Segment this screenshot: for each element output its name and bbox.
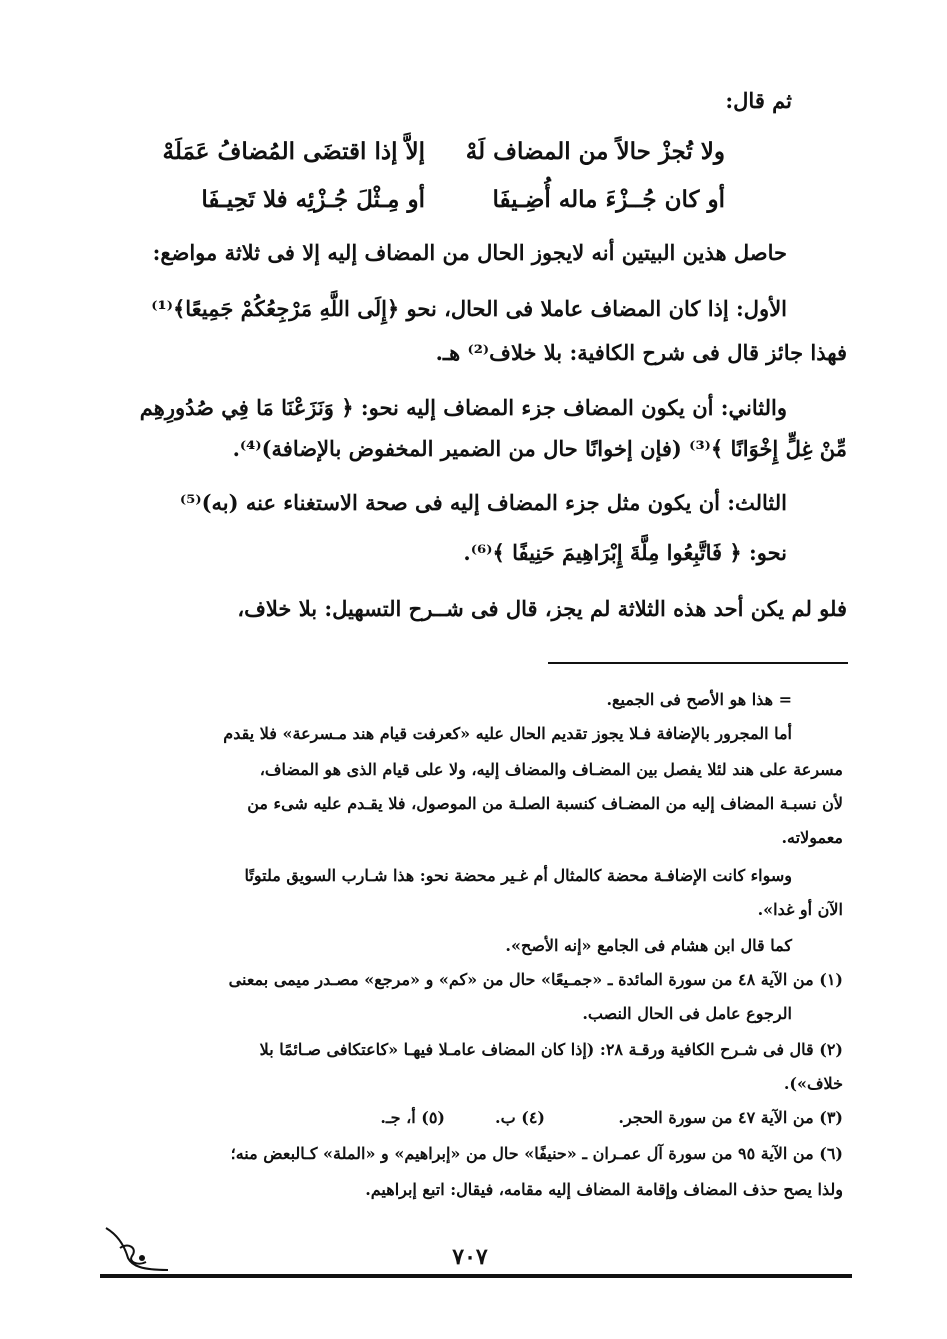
body-line-8: فلو لم يكن أحد هذه الثلاثة لم يجز، قال فى شــرح التسهيل: بلا خلاف،: [237, 596, 847, 621]
footnote-line-4: لأن نسبـة المضاف إليه من المضـاف كنسبة الصلـة من الموصول، فلا يقـدم عليه شىء من: [247, 794, 843, 813]
footnote-line-5: معمولاته.: [781, 828, 843, 847]
footnote-3: (٣) من الآية ٤٧ من سورة الحجر.: [618, 1108, 843, 1127]
footnote-line-3: مسرعة على هند لئلا يفصل بين المضـاف والمضاف إليه، ولا على قيام الذى هو المضاف،: [259, 760, 843, 779]
footnote-line-1: = هذا هو الأصح فى الجميع.: [606, 690, 792, 709]
body-line-4: والثاني: أن يكون المضاف جزء المضاف إليه نحو: ﴿ وَنَزَعْنَا مَا فِي صُدُورِهِم: [139, 395, 787, 420]
page-bottom-rule: [100, 1274, 852, 1278]
footnote-separator: [548, 662, 848, 664]
footnote-line-8: كما قال ابن هشام فى الجامع «إنه الأصح».: [505, 936, 792, 955]
intro-line: ثم قال:: [725, 88, 792, 113]
verse-1-first-hemistich: ولا تُجزْ حالاً من المضاف لَهْ: [465, 138, 725, 165]
footnote-6-line-2: ولذا يصح حذف المضاف وإقامة المضاف إليه مقامه، فيقال: اتبع إبراهيم.: [365, 1180, 843, 1199]
body-line-3: فهذا جائز قال فى شرح الكافية: بلا خلاف⁽²⁾ هـ.: [435, 340, 847, 365]
footnote-line-6: وسواء كانت الإضافـة محضة كالمثال أم غـير محضة نحو: هذا شـارب السويق ملتوتًا: [244, 866, 792, 885]
footnote-1-line-1: (١) من الآية ٤٨ من سورة المائدة ـ «جمـيعًا» حال من «كم» و «مرجع» مصـدر ميمى بمعنى: [228, 970, 843, 989]
footnote-4: (٤) ب.: [495, 1108, 545, 1127]
body-line-5: مِّنْ غِلٍّ إِخْوَانًا ﴾⁽³⁾ (فإن إخوانًا حال من الضمير المخفوض بالإضافة)⁽⁴⁾.: [232, 436, 847, 461]
footnote-5: (٥) أ، جـ.: [380, 1108, 445, 1127]
footnote-line-7: الآن أو غدا».: [757, 900, 843, 919]
page-ornament-icon: [102, 1224, 172, 1274]
footnote-6-line-1: (٦) من الآية ٩٥ من سورة آل عمـران ـ «حنيفًا» حال من «إبراهيم» و «الملة» كـالبعض منه؛: [230, 1144, 843, 1163]
footnote-2-line-1: (٢) قال فى شـرح الكافية ورقـة ٢٨: (إذا كان المضاف عامـلا فيهـا «كاعتكافى صـائمًا بلا: [259, 1040, 843, 1059]
footnote-2-line-2: خلاف»).: [783, 1074, 843, 1093]
body-line-1: حاصل هذين البيتين أنه لايجوز الحال من المضاف إليه إلا فى ثلاثة مواضع:: [152, 240, 787, 265]
body-line-7: نحو: ﴿ فَاتَّبِعُوا مِلَّةَ إِبْرَاهِيمَ حَنِيفًا ﴾⁽⁶⁾.: [463, 540, 787, 565]
page-number: ٧٠٧: [452, 1244, 488, 1270]
body-line-6: الثالث: أن يكون مثل جزء المضاف إليه فى صحة الاستغناء عنه (به)⁽⁵⁾: [179, 490, 787, 515]
footnote-line-2: أما المجرور بالإضافة فـلا يجوز تقديم الحال عليه «كعرفت قيام هند مـسرعة» فلا يقدم: [223, 724, 792, 743]
verse-2-second-hemistich: أو مِـثْلَ جُـزْئِه فلا تَحِيـفَا: [201, 186, 425, 213]
verse-2-first-hemistich: أو كان جُــزْءَ ماله أُضِـيفَا: [492, 186, 725, 213]
body-line-2: الأول: إذا كان المضاف عاملا فى الحال، نحو ﴿إِلَى اللَّهِ مَرْجِعُكُمْ جَمِيعًا﴾⁽¹⁾: [151, 296, 787, 321]
footnote-1-line-2: الرجوع عامل فى الحال النصب.: [582, 1004, 792, 1023]
verse-1-second-hemistich: إلاَّ إذا اقتضَى المُضافُ عَمَلَهْ: [162, 138, 425, 165]
